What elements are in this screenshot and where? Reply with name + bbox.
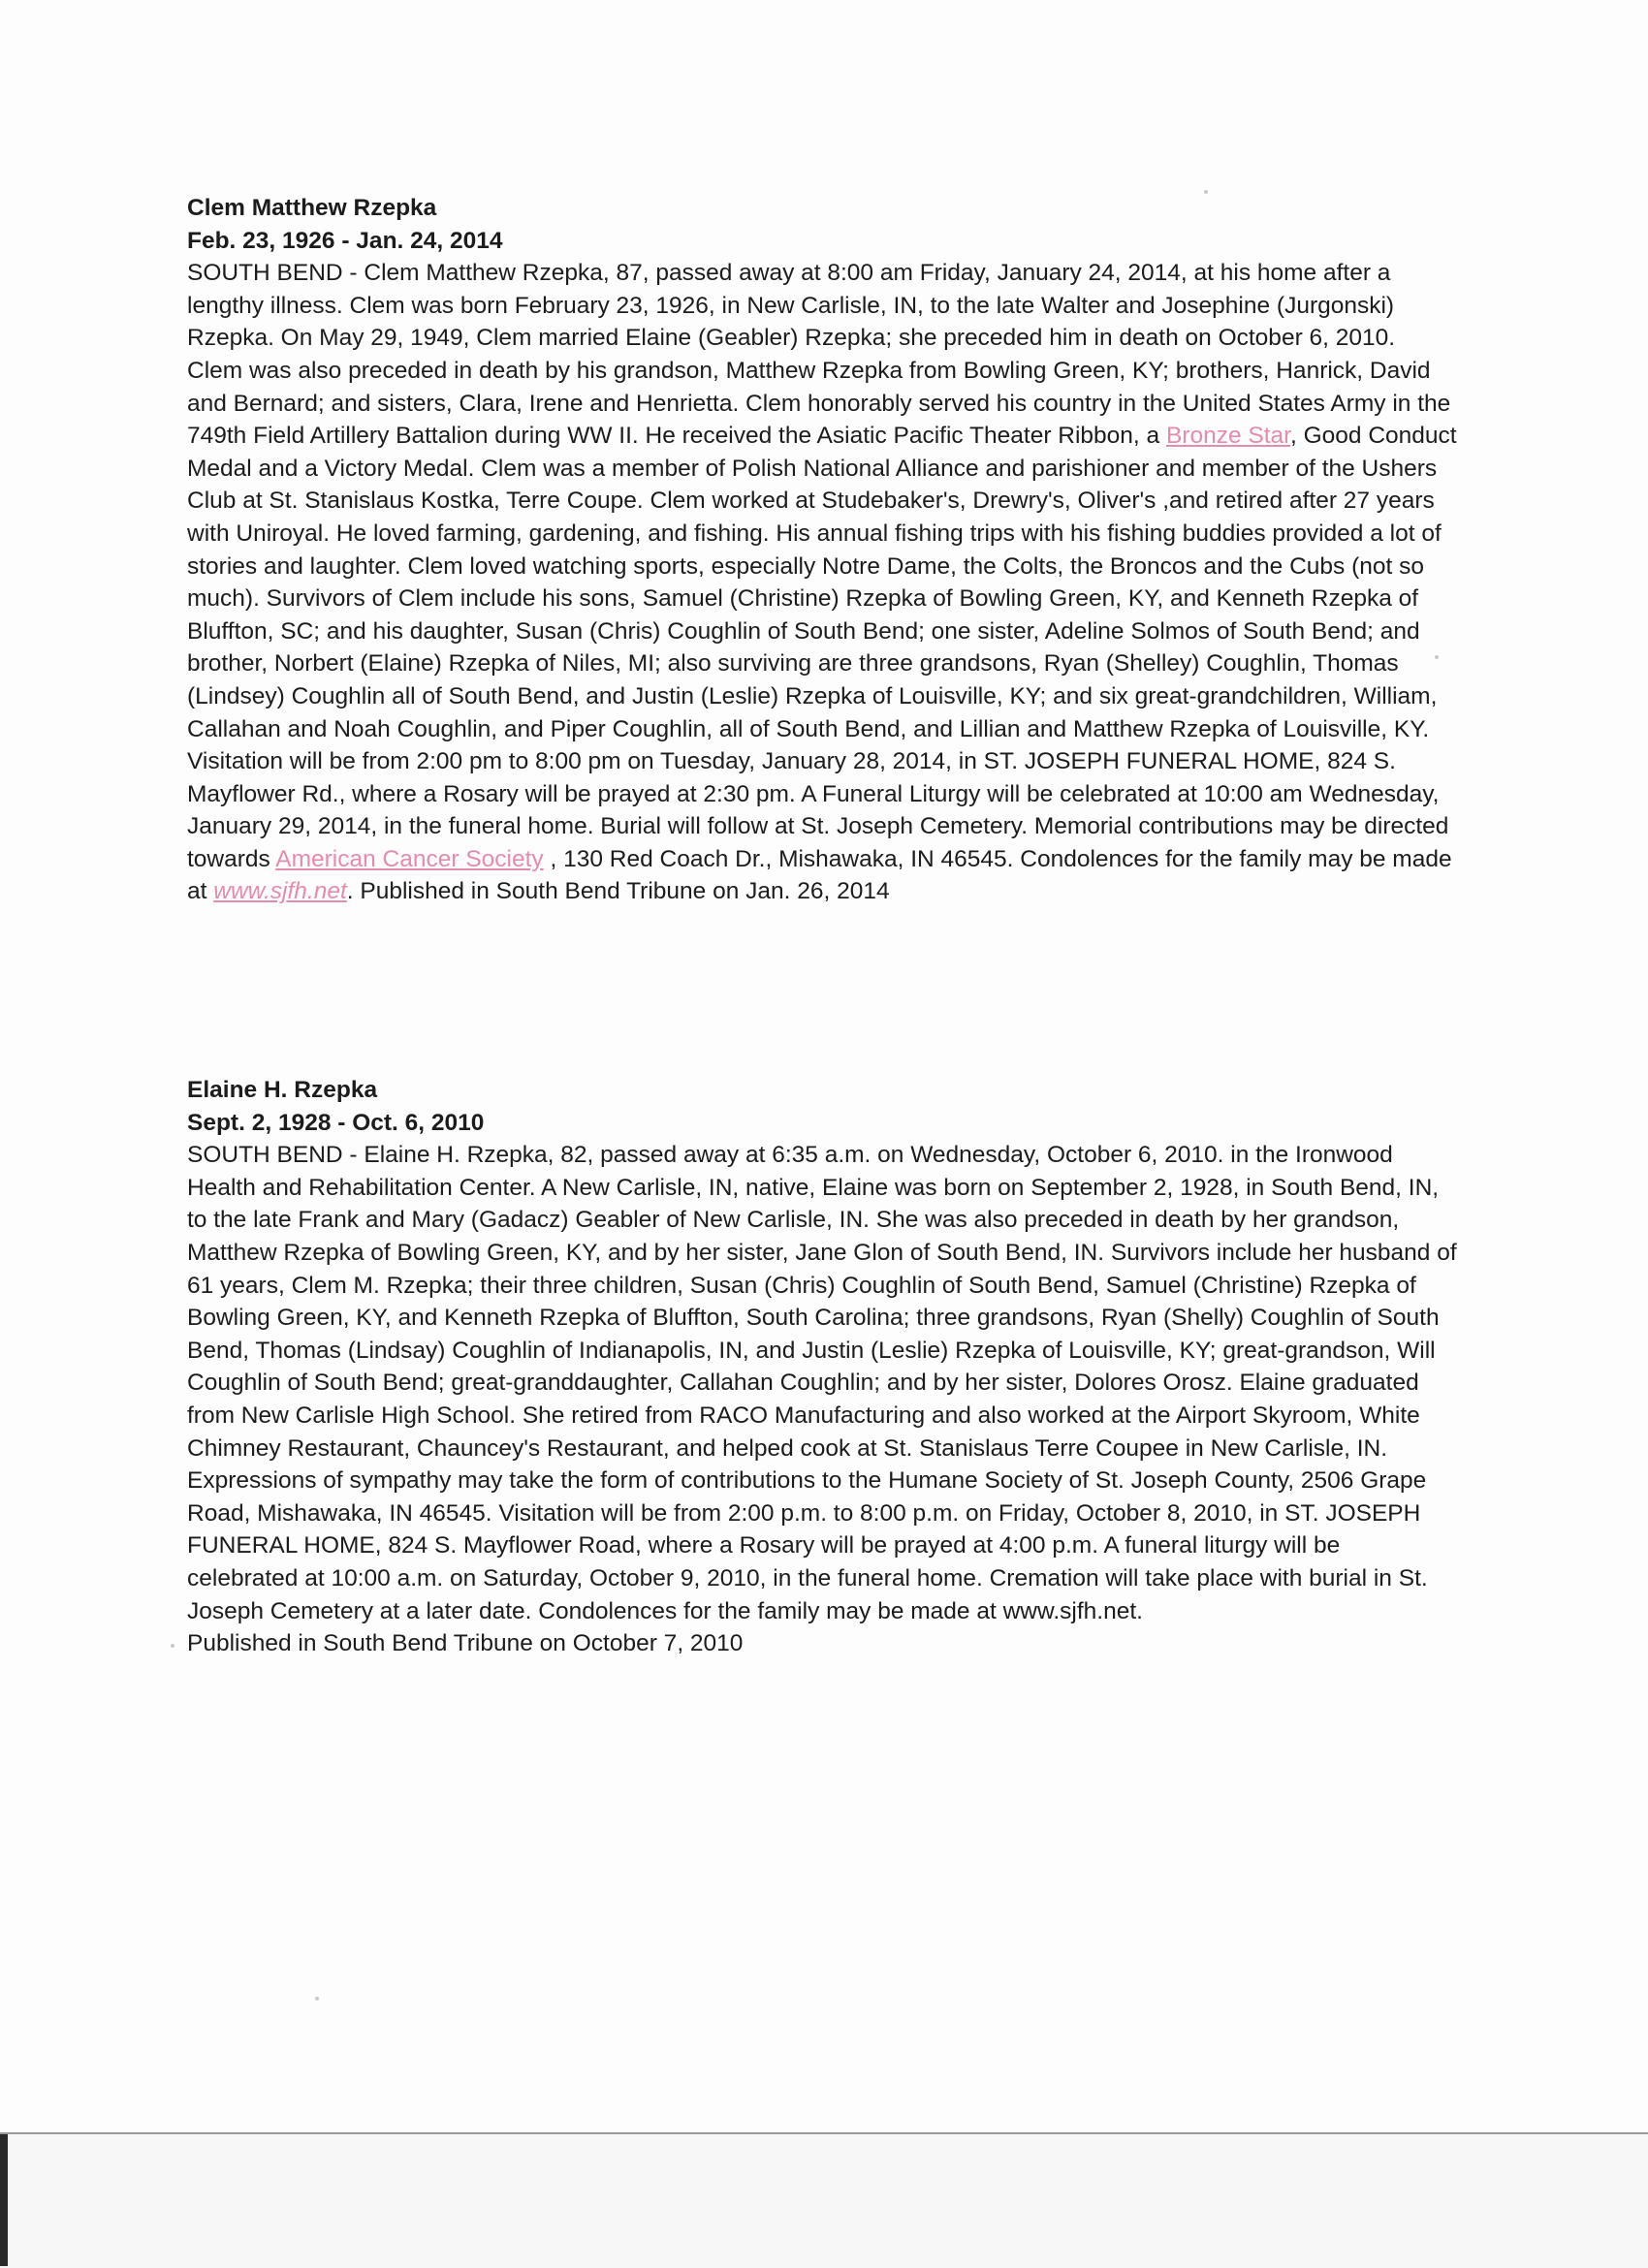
scan-speck	[1435, 655, 1439, 659]
obituary-text-part-1: SOUTH BEND - Clem Matthew Rzepka, 87, passed away at 8:00 am Friday, January 24, 2014, at his home after a lengthy illness. Clem was born February 23, 1926, in New Carlisle, IN, to the late Walter and Josephine (Jurgonski) Rzepka. On May 29, 1949, Clem married Elaine (Geabler) Rzepka; she preceded him in death on October 6, 2010. Clem was also preceded in death by his grandson, Matthew Rzepka from Bowling Green, KY; brothers, Hanrick, David and Bernard; and sisters, Clara, Irene and Henrietta. Clem honorably served his country in the United States Army in the 749th Field Artillery Battalion during WW II. He received the Asiatic Pacific Theater Ribbon, a	[187, 260, 1451, 450]
bronze-star-link[interactable]: Bronze Star	[1165, 423, 1290, 450]
obituary-text: SOUTH BEND - Elaine H. Rzepka, 82, passed away at 6:35 a.m. on Wednesday, October 6, 2010. in the Ironwood Health and Rehabilitation Center. A New Carlisle, IN, native, Elaine was born on September 2, 1928, in South Bend, IN, to the late Frank and Mary (Gadacz) Geabler of New Carlisle, IN. She was also preceded in death by her grandson, Matthew Rzepka of Bowling Green, KY, and by her sister, Jane Glon of South Bend, IN. Survivors include her husband of 61 years, Clem M. Rzepka; their three children, Susan (Chris) Coughlin of South Bend, Samuel (Christine) Rzepka of Bowling Green, KY, and Kenneth Rzepka of Bluffton, South Carolina; three grandsons, Ryan (Shelly) Coughlin of South Bend, Thomas (Lindsay) Coughlin of Indianapolis, IN, and Justin (Leslie) Rzepka of Louisville, KY; great-grandson, Will Coughlin of South Bend; great-granddaughter, Callahan Coughlin; and by her sister, Dolores Orosz. Elaine graduated from New Carlisle High School. She retired from RACO Manufacturing and also worked at the Airport Skyroom, White Chimney Restaurant, Chauncey's Restaurant, and helped cook at St. Stanislaus Terre Coupee in New Carlisle, IN. Expressions of sympathy may take the form of contributions to the Humane Society of St. Joseph County, 2506 Grape Road, Mishawaka, IN 46545. Visitation will be from 2:00 p.m. to 8:00 p.m. on Friday, October 8, 2010, in ST. JOSEPH FUNERAL HOME, 824 S. Mayflower Road, where a Rosary will be prayed at 4:00 p.m. A funeral liturgy will be celebrated at 10:00 a.m. on Saturday, October 9, 2010, in the funeral home. Cremation will take place with burial in St. Joseph Cemetery at a later date. Condolences for the family may be made at www.sjfh.net.	[187, 1142, 1457, 1624]
american-cancer-society-link[interactable]: American Cancer Society	[275, 845, 544, 872]
scan-speck	[171, 1644, 174, 1648]
obituary-clem	[187, 192, 1457, 908]
obituary-text-part-3: , 130 Red Coach Dr., Mishawaka, IN 46545. Condolences for the family may be made at	[187, 845, 1452, 905]
obituary-dates: Feb. 23, 1926 - Jan. 24, 2014	[187, 227, 503, 254]
obituary-name: Elaine H. Rzepka	[187, 1077, 378, 1103]
scan-bottom-edge	[0, 2132, 1648, 2268]
obituary-published-line: Published in South Bend Tribune on October 7, 2010	[187, 1630, 744, 1657]
obituary-body	[187, 1139, 1457, 1660]
obituary-body	[187, 257, 1457, 908]
scan-edge-shadow	[0, 2134, 8, 2266]
obituary-elaine	[187, 1074, 1457, 1660]
obituary-dates: Sept. 2, 1928 - Oct. 6, 2010	[187, 1109, 485, 1136]
scan-speck	[1204, 190, 1208, 194]
obituary-text-part-2: , Good Conduct Medal and a Victory Medal. Clem was a member of Polish National Alliance and parishioner and member of the Ushers Club at St. Stanislaus Kostka, Terre Coupe. Clem worked at Studebaker's, Drewry's, Oliver's ,and retired after 27 years with Uniroyal. He loved farming, gardening, and fishing. His annual fishing trips with his fishing buddies provided a lot of stories and laughter. Clem loved watching sports, especially Notre Dame, the Colts, the Broncos and the Cubs (not so much). Survivors of Clem include his sons, Samuel (Christine) Rzepka of Bowling Green, KY, and Kenneth Rzepka of Bluffton, SC; and his daughter, Susan (Chris) Coughlin of South Bend; one sister, Adeline Solmos of South Bend; and brother, Norbert (Elaine) Rzepka of Niles, MI; also surviving are three grandsons, Ryan (Shelley) Coughlin, Thomas (Lindsey) Coughlin all of South Bend, and Justin (Leslie) Rzepka of Louisville, KY; and six great-grandchildren, William, Callahan and Noah Coughlin, and Piper Coughlin, all of South Bend, and Lillian and Matthew Rzepka of Louisville, KY. Visitation will be from 2:00 pm to 8:00 pm on Tuesday, January 28, 2014, in ST. JOSEPH FUNERAL HOME, 824 S. Mayflower Rd., where a Rosary will be prayed at 2:30 pm. A Funeral Liturgy will be celebrated at 10:00 am Wednesday, January 29, 2014, in the funeral home. Burial will follow at St. Joseph Cemetery. Memorial contributions may be directed towards	[187, 423, 1457, 872]
obituary-text-part-4: . Published in South Bend Tribune on Jan. 26, 2014	[346, 878, 890, 905]
obituary-name: Clem Matthew Rzepka	[187, 195, 437, 221]
scan-speck	[315, 1997, 319, 2000]
sjfh-website-link[interactable]: www.sjfh.net	[213, 878, 347, 905]
